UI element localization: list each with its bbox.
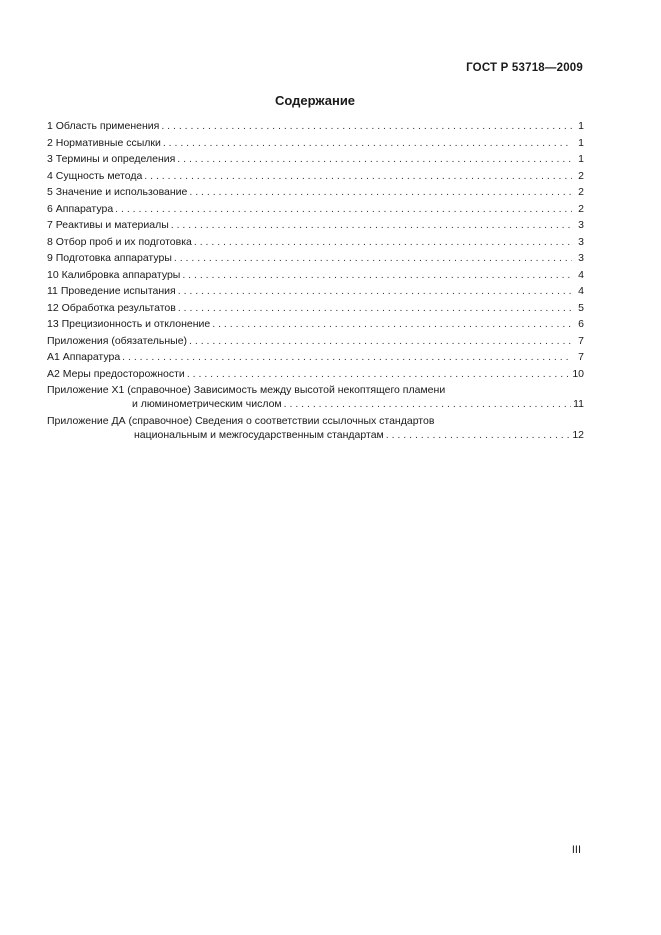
dot-leader [122,351,572,363]
toc-entry-page: 3 [578,219,584,231]
page-title: Содержание [274,93,356,108]
toc-entry-page: 11 [573,398,584,410]
toc-entry[interactable] [47,269,584,286]
toc-entry-label: 4 Сущность метода [47,169,143,182]
toc-entry-page: 3 [578,235,584,248]
dot-leader [178,302,572,314]
toc-entry[interactable] [47,236,584,253]
page-number: III [571,844,581,856]
toc-entry-page: 2 [578,186,584,198]
toc-entry-label: 11 Проведение испытания [47,285,176,297]
dot-leader [189,335,572,347]
toc-entry-appendix-x1[interactable] [47,384,584,415]
dot-leader [161,120,572,132]
toc-entry-label-continued: и люминометрическим числом [132,398,282,410]
dot-leader [177,153,572,165]
toc-entry[interactable] [47,153,584,170]
toc-entry-label: Приложение Х1 (справочное) Зависимость между высотой некоптящего пламени [47,384,446,396]
toc-entry[interactable] [47,170,584,187]
toc-entry-page: 2 [578,169,584,182]
dot-leader [144,170,572,182]
toc-entry-page: 6 [578,318,584,330]
toc-entry[interactable] [47,120,584,137]
toc-entry-label: 10 Калибровка аппаратуры [47,268,181,281]
toc-entry-label: А2 Меры предосторожности [47,367,185,380]
toc-entry-page: 1 [578,153,584,165]
toc-entry[interactable] [47,368,584,385]
toc-entry[interactable] [47,219,584,236]
toc-entry-page: 7 [578,334,584,347]
toc-entry-label: 3 Термины и определения [47,153,176,165]
dot-leader [171,219,572,231]
dot-leader [115,203,572,215]
dot-leader [174,252,572,264]
toc-entry-label: 2 Нормативные ссылки [47,136,161,149]
toc-entry[interactable] [47,351,584,368]
toc-entry-line [47,429,584,446]
toc-entry-label: Приложения (обязательные) [47,334,188,347]
toc-entry-label: 9 Подготовка аппаратуры [47,252,172,264]
toc-entry-page: 2 [578,202,584,215]
dot-leader [178,285,572,297]
toc-entry-line [47,398,584,415]
toc-entry-label: 7 Реактивы и материалы [47,219,169,231]
toc-entry-page: 1 [578,120,584,132]
dot-leader [194,236,572,248]
standard-number: ГОСТ Р 53718—2009 [466,62,583,74]
toc-entry[interactable] [47,285,584,302]
toc-entry-label: 13 Прецизионность и отклонение [47,318,211,330]
toc-entry[interactable] [47,137,584,154]
dot-leader [163,137,572,149]
toc-entry[interactable] [47,335,584,352]
dot-leader [212,318,572,330]
toc-entry-line [47,384,584,398]
toc-entry-label-continued: национальным и межгосударственным стандартам [134,428,384,441]
toc-entry-label: А1 Аппаратура [47,351,121,363]
toc-entry[interactable] [47,318,584,335]
dot-leader [187,368,571,380]
toc-entry-page: 12 [572,428,584,441]
toc-entry-line [47,415,584,429]
table-of-contents [47,120,584,445]
toc-entry-page: 3 [578,252,584,264]
toc-entry-page: 4 [578,285,584,297]
toc-entry-label: Приложение ДА (справочное) Сведения о соответствии ссылочных стандартов [47,414,435,427]
dot-leader [182,269,572,281]
toc-entry-label: 12 Обработка результатов [47,301,176,314]
dot-leader [284,398,571,410]
toc-entry[interactable] [47,302,584,319]
toc-entry-page: 7 [578,351,584,363]
toc-entry-label: 5 Значение и использование [47,186,188,198]
toc-entry-page: 5 [578,301,584,314]
toc-entry[interactable] [47,252,584,269]
toc-entry-label: 6 Аппаратура [47,202,114,215]
dot-leader [189,186,572,198]
dot-leader [386,429,571,441]
toc-entry-page: 1 [578,136,584,149]
toc-entry-appendix-da[interactable] [47,415,584,446]
toc-entry[interactable] [47,186,584,203]
toc-entry-page: 4 [578,268,584,281]
toc-entry-label: 1 Область применения [47,120,160,132]
toc-entry-label: 8 Отбор проб и их подготовка [47,235,192,248]
toc-entry-page: 10 [572,367,584,380]
toc-entry[interactable] [47,203,584,220]
